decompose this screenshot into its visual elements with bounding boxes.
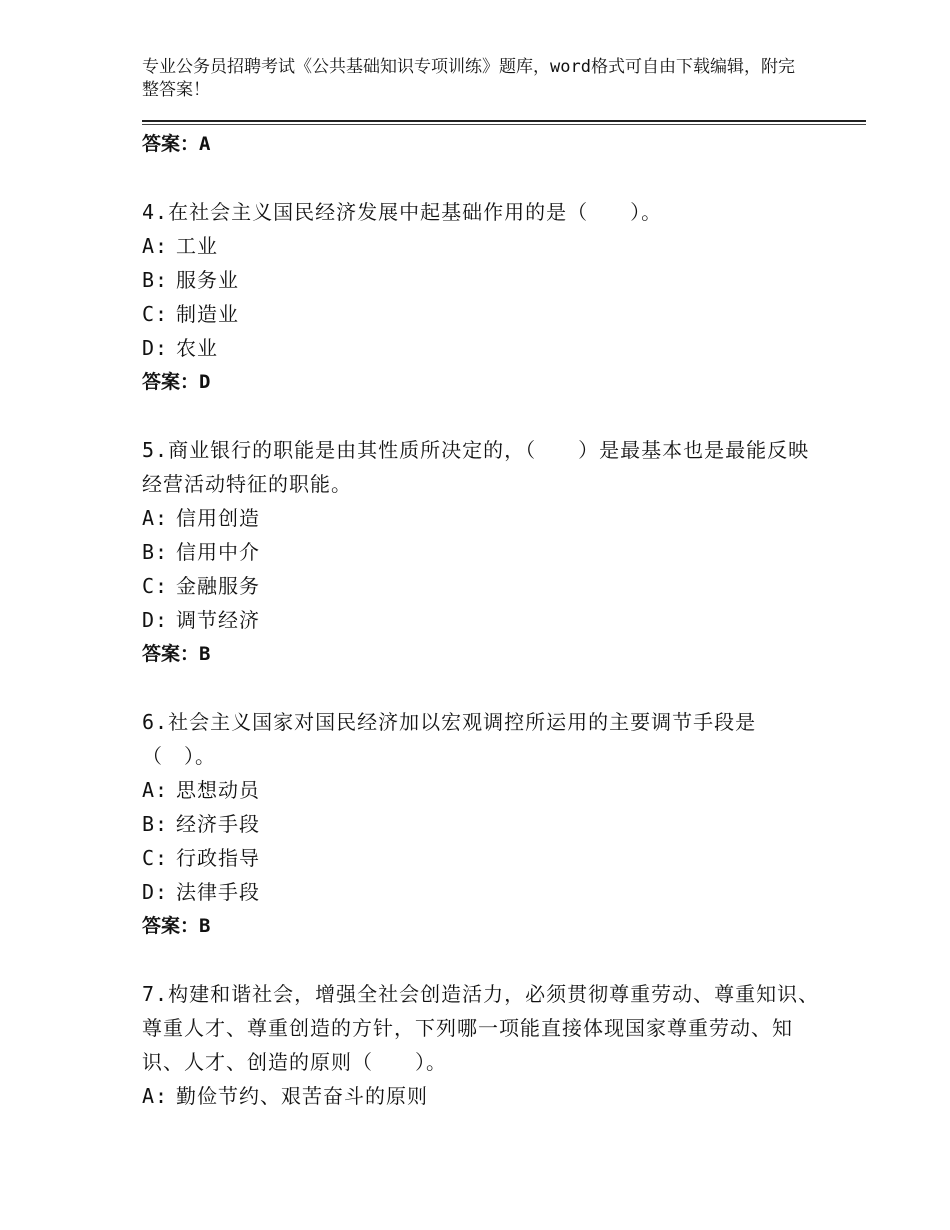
- option-text: 制造业: [176, 302, 239, 326]
- question-text: 6.社会主义国家对国民经济加以宏观调控所运用的主要调节手段是（ ）。: [142, 710, 757, 768]
- option-item: [142, 841, 822, 875]
- option-text: 行政指导: [176, 846, 260, 870]
- question-block: [142, 977, 822, 1113]
- option-letter: B:: [142, 540, 169, 564]
- option-text: 农业: [176, 336, 218, 360]
- question-text: 7.构建和谐社会，增强全社会创造活力，必须贯彻尊重劳动、尊重知识、尊重人才、尊重创造的方针，下列哪一项能直接体现国家尊重劳动、知识、人才、创造的原则（ ）。: [142, 982, 820, 1074]
- option-text: 信用创造: [176, 506, 260, 530]
- option-item: [142, 773, 822, 807]
- option-letter: C:: [142, 302, 169, 326]
- question-block: [142, 195, 822, 399]
- spacer: [142, 671, 822, 705]
- option-item: [142, 263, 822, 297]
- option-text: 信用中介: [176, 540, 260, 564]
- question-text: 4.在社会主义国民经济发展中起基础作用的是（ ）。: [142, 200, 663, 224]
- option-text: 金融服务: [176, 574, 260, 598]
- option-item: [142, 501, 822, 535]
- option-letter: C:: [142, 574, 169, 598]
- spacer: [142, 943, 822, 977]
- spacer: [142, 161, 822, 195]
- option-letter: D:: [142, 608, 169, 632]
- option-item: [142, 603, 822, 637]
- answer-line: 答案：D: [142, 371, 211, 393]
- option-letter: A:: [142, 234, 169, 258]
- option-letter: D:: [142, 336, 169, 360]
- header-rule-thick: [142, 120, 866, 122]
- option-item: [142, 535, 822, 569]
- option-letter: B:: [142, 268, 169, 292]
- option-item: [142, 331, 822, 365]
- answer-line: 答案：B: [142, 643, 211, 665]
- option-text: 经济手段: [176, 812, 260, 836]
- question-block: [142, 433, 822, 671]
- option-text: 法律手段: [176, 880, 260, 904]
- question-block: [142, 705, 822, 943]
- option-text: 工业: [176, 234, 218, 258]
- option-text: 勤俭节约、艰苦奋斗的原则: [176, 1084, 428, 1108]
- answer-line: 答案：A: [142, 133, 211, 155]
- option-text: 调节经济: [176, 608, 260, 632]
- page-header: 专业公务员招聘考试《公共基础知识专项训练》题库，word格式可自由下载编辑，附完整答案！: [142, 57, 795, 100]
- answer-line: 答案：B: [142, 915, 211, 937]
- option-letter: C:: [142, 846, 169, 870]
- option-item: [142, 297, 822, 331]
- option-text: 服务业: [176, 268, 239, 292]
- question-list: [142, 127, 822, 1113]
- option-letter: B:: [142, 812, 169, 836]
- spacer: [142, 399, 822, 433]
- header-rule-thin: [142, 124, 866, 125]
- option-letter: D:: [142, 880, 169, 904]
- question-text: 5.商业银行的职能是由其性质所决定的，（ ）是最基本也是最能反映经营活动特征的职能。: [142, 438, 810, 496]
- option-letter: A:: [142, 778, 169, 802]
- option-item: [142, 229, 822, 263]
- option-item: [142, 1079, 822, 1113]
- option-text: 思想动员: [176, 778, 260, 802]
- option-letter: A:: [142, 506, 169, 530]
- option-item: [142, 807, 822, 841]
- option-item: [142, 569, 822, 603]
- option-letter: A:: [142, 1084, 169, 1108]
- option-item: [142, 875, 822, 909]
